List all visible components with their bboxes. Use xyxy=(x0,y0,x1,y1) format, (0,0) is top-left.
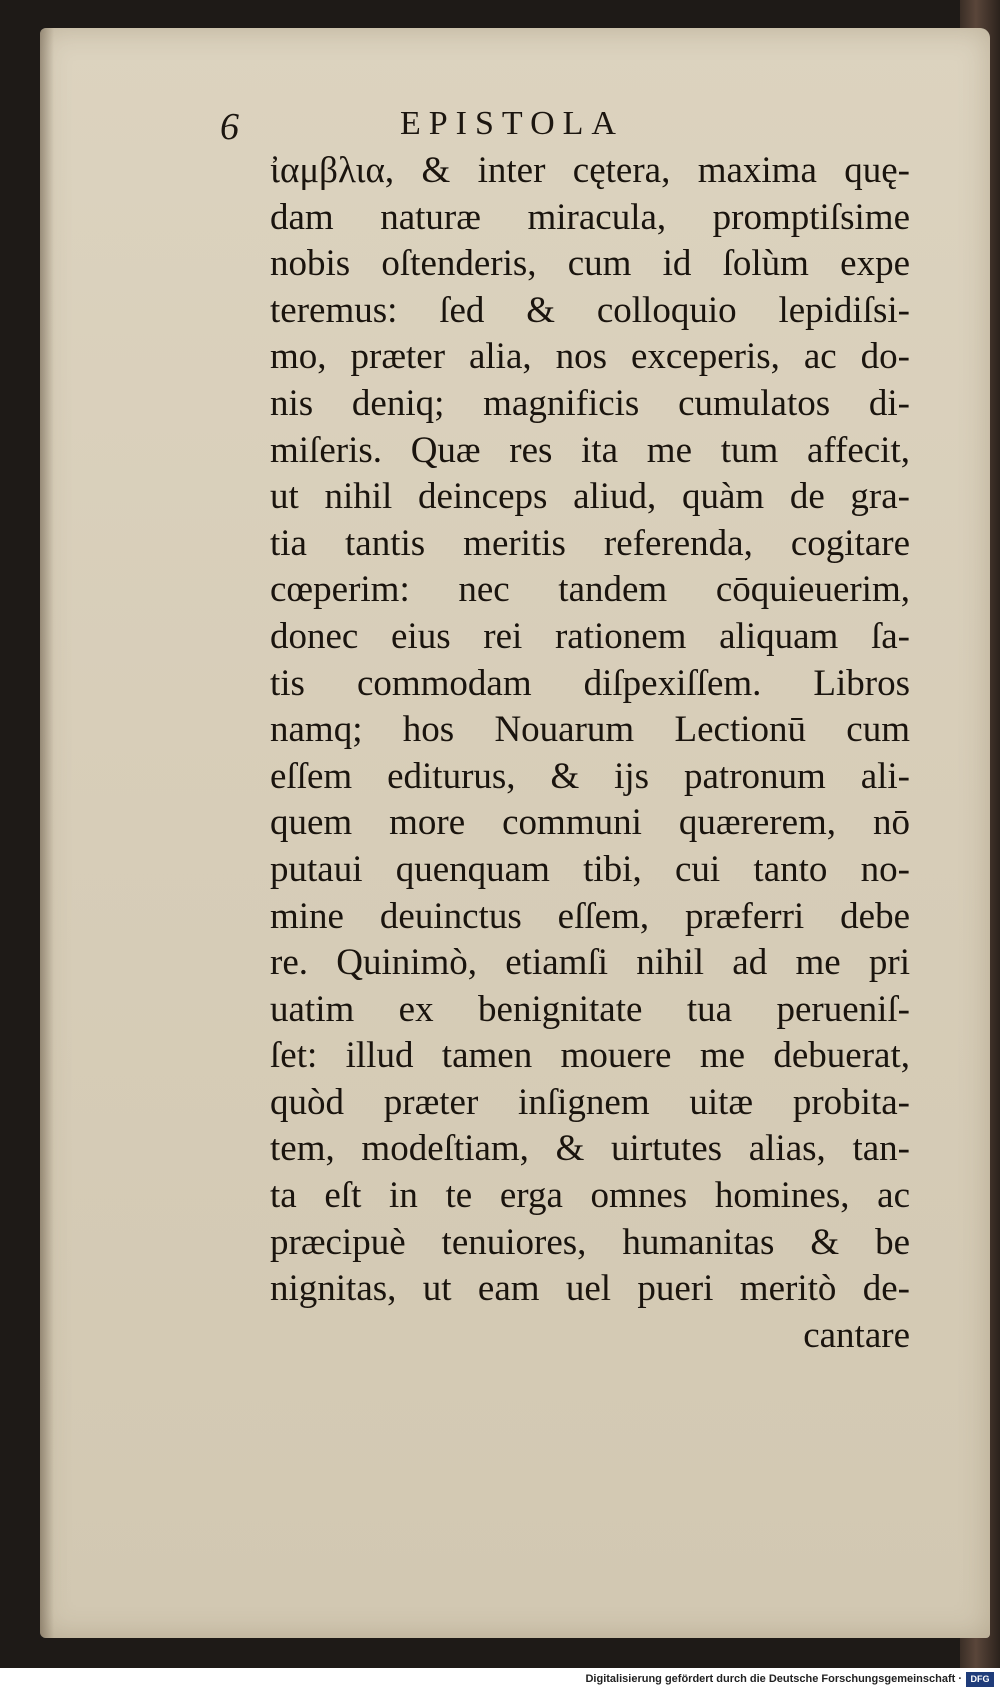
text-line: ſet: illud tamen mouere me debuerat, xyxy=(270,1035,910,1077)
text-line: præcipuè tenuiores, humanitas & be xyxy=(270,1221,910,1263)
text-line: ta eſt in te erga omnes homines, ac xyxy=(270,1175,910,1217)
text-line: namq; hos Nouarum Lectionū cum xyxy=(270,709,910,751)
text-line: teremus: ſed & colloquio lepidiſsi- xyxy=(270,289,910,331)
text-line: nobis oſtenderis, cum id ſolùm expe xyxy=(270,243,910,285)
catchword: cantare xyxy=(803,1314,910,1356)
running-head-title: EPISTOLA xyxy=(400,105,624,142)
page-gutter-shadow xyxy=(40,28,54,1638)
text-line: quòd præter inſignem uitæ probita- xyxy=(270,1081,910,1123)
dfg-logo-icon: DFG xyxy=(966,1672,994,1687)
page-number: 6 xyxy=(220,106,239,148)
text-line: quem more communi quærerem, nō xyxy=(270,802,910,844)
footer-bar xyxy=(0,1668,1000,1694)
text-line: tis commodam diſpexiſſem. Libros xyxy=(270,662,910,704)
text-line: miſeris. Quæ res ita me tum affecit, xyxy=(270,429,910,471)
text-line: nis deniq; magnificis cumulatos di- xyxy=(270,382,910,424)
text-line: tem, modeſtiam, & uirtutes alias, tan- xyxy=(270,1128,910,1170)
text-line: ἰαμβλια, & inter cętera, maxima quę- xyxy=(270,150,910,191)
funding-credit: Digitalisierung gefördert durch die Deutsche Forschungsgemeinschaft · xyxy=(585,1673,962,1685)
text-line: cœperim: nec tandem cōquieuerim, xyxy=(270,569,910,611)
body-text xyxy=(270,148,910,1359)
text-line: donec eius rei rationem aliquam ſa- xyxy=(270,615,910,657)
text-line: mine deuinctus eſſem, præferri debe xyxy=(270,895,910,937)
text-line: putaui quenquam tibi, cui tanto no- xyxy=(270,848,910,890)
text-line: ut nihil deinceps aliud, quàm de gra- xyxy=(270,476,910,518)
text-line: eſſem editurus, & ijs patronum ali- xyxy=(270,755,910,797)
text-line: mo, præter alia, nos exceperis, ac do- xyxy=(270,336,910,378)
text-line: nignitas, ut eam uel pueri meritò de- xyxy=(270,1268,910,1310)
text-line: dam naturæ miracula, promptiſsime xyxy=(270,196,910,238)
text-line: tia tantis meritis referenda, cogitare xyxy=(270,522,910,564)
text-line: re. Quinimò, etiamſi nihil ad me pri xyxy=(270,942,910,984)
text-line: uatim ex benignitate tua perueniſ- xyxy=(270,988,910,1030)
